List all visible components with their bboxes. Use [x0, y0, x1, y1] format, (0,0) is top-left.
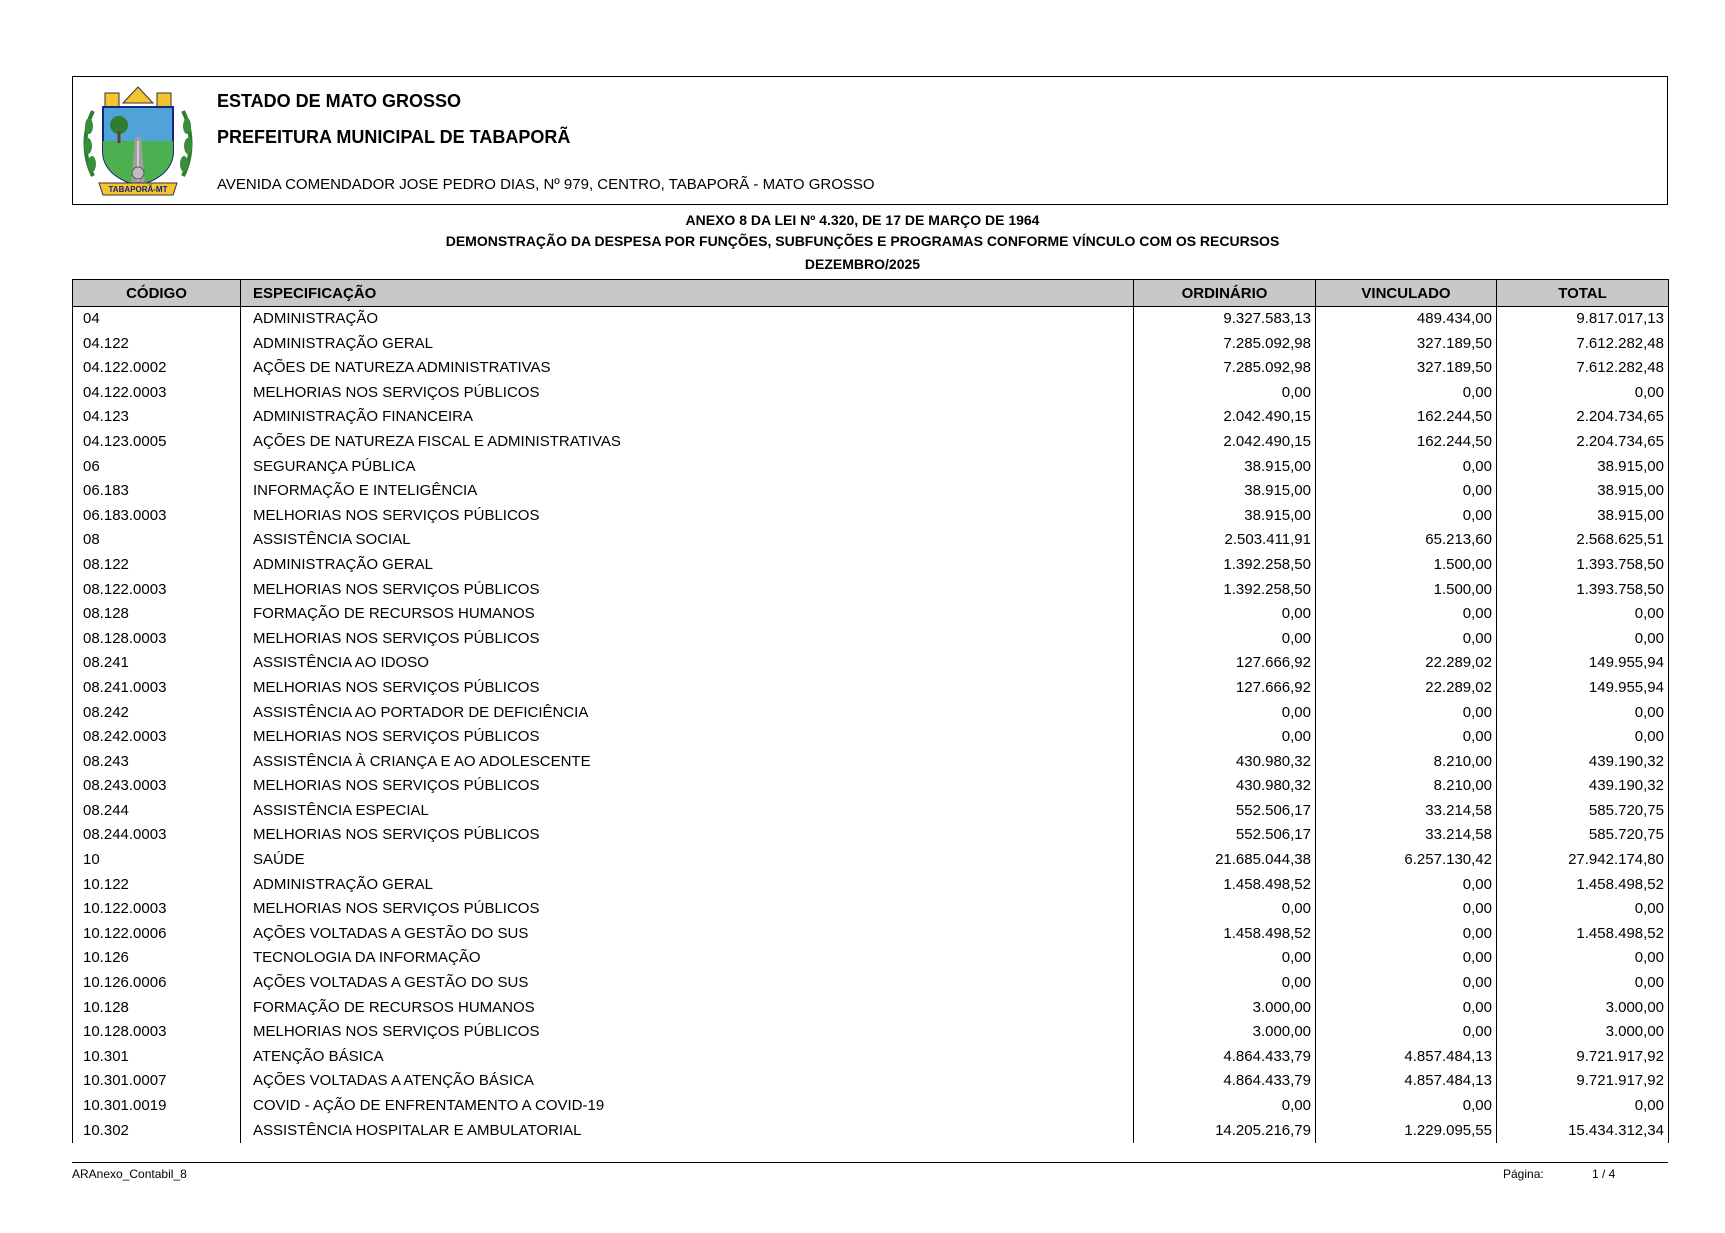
cell-especificacao: ASSISTÊNCIA SOCIAL: [241, 528, 1134, 553]
cell-codigo: 08.243.0003: [73, 774, 241, 799]
table-row: [73, 1119, 1669, 1144]
cell-total: 2.204.734,65: [1497, 430, 1669, 455]
cell-codigo: 04: [73, 307, 241, 332]
cell-codigo: 10.122: [73, 873, 241, 898]
table-row: [73, 553, 1669, 578]
cell-codigo: 10.122.0006: [73, 922, 241, 947]
cell-ordinario: 430.980,32: [1134, 750, 1316, 775]
cell-especificacao: FORMAÇÃO DE RECURSOS HUMANOS: [241, 996, 1134, 1021]
cell-ordinario: 7.285.092,98: [1134, 356, 1316, 381]
table-row: [73, 307, 1669, 332]
cell-total: 7.612.282,48: [1497, 356, 1669, 381]
cell-especificacao: AÇÕES VOLTADAS A ATENÇÃO BÁSICA: [241, 1069, 1134, 1094]
table-row: [73, 725, 1669, 750]
cell-vinculado: 162.244,50: [1316, 405, 1497, 430]
cell-vinculado: 327.189,50: [1316, 356, 1497, 381]
table-row: [73, 1045, 1669, 1070]
cell-ordinario: 127.666,92: [1134, 676, 1316, 701]
cell-vinculado: 0,00: [1316, 971, 1497, 996]
cell-total: 149.955,94: [1497, 676, 1669, 701]
table-row: [73, 651, 1669, 676]
cell-codigo: 10.128.0003: [73, 1020, 241, 1045]
cell-codigo: 10.301.0007: [73, 1069, 241, 1094]
cell-codigo: 10.122.0003: [73, 897, 241, 922]
cell-total: 0,00: [1497, 725, 1669, 750]
table-header-row: [73, 280, 1669, 307]
column-header-especificacao: ESPECIFICAÇÃO: [241, 280, 1134, 307]
cell-ordinario: 0,00: [1134, 971, 1316, 996]
cell-especificacao: AÇÕES DE NATUREZA ADMINISTRATIVAS: [241, 356, 1134, 381]
cell-vinculado: 22.289,02: [1316, 651, 1497, 676]
cell-vinculado: 0,00: [1316, 627, 1497, 652]
table-row: [73, 922, 1669, 947]
cell-ordinario: 0,00: [1134, 602, 1316, 627]
cell-ordinario: 2.042.490,15: [1134, 405, 1316, 430]
table-body: [73, 307, 1669, 1144]
cell-especificacao: ASSISTÊNCIA AO PORTADOR DE DEFICIÊNCIA: [241, 701, 1134, 726]
cell-vinculado: 33.214,58: [1316, 799, 1497, 824]
cell-ordinario: 2.503.411,91: [1134, 528, 1316, 553]
cell-vinculado: 6.257.130,42: [1316, 848, 1497, 873]
table-row: [73, 848, 1669, 873]
cell-total: 9.817.017,13: [1497, 307, 1669, 332]
cell-total: 38.915,00: [1497, 504, 1669, 529]
table-row: [73, 430, 1669, 455]
cell-codigo: 10.126: [73, 946, 241, 971]
cell-ordinario: 0,00: [1134, 897, 1316, 922]
cell-total: 9.721.917,92: [1497, 1069, 1669, 1094]
cell-ordinario: 0,00: [1134, 627, 1316, 652]
cell-especificacao: MELHORIAS NOS SERVIÇOS PÚBLICOS: [241, 504, 1134, 529]
cell-ordinario: 1.392.258,50: [1134, 578, 1316, 603]
cell-especificacao: ADMINISTRAÇÃO FINANCEIRA: [241, 405, 1134, 430]
cell-especificacao: MELHORIAS NOS SERVIÇOS PÚBLICOS: [241, 1020, 1134, 1045]
cell-codigo: 04.123: [73, 405, 241, 430]
table-row: [73, 873, 1669, 898]
cell-especificacao: ASSISTÊNCIA HOSPITALAR E AMBULATORIAL: [241, 1119, 1134, 1144]
cell-especificacao: MELHORIAS NOS SERVIÇOS PÚBLICOS: [241, 627, 1134, 652]
cell-especificacao: ADMINISTRAÇÃO GERAL: [241, 332, 1134, 357]
prefecture-name: PREFEITURA MUNICIPAL DE TABAPORÃ: [217, 127, 571, 147]
cell-codigo: 04.122: [73, 332, 241, 357]
cell-total: 27.942.174,80: [1497, 848, 1669, 873]
table-row: [73, 627, 1669, 652]
table-row: [73, 602, 1669, 627]
table-row: [73, 946, 1669, 971]
cell-codigo: 10: [73, 848, 241, 873]
cell-codigo: 08.244: [73, 799, 241, 824]
cell-especificacao: ADMINISTRAÇÃO: [241, 307, 1134, 332]
cell-especificacao: MELHORIAS NOS SERVIÇOS PÚBLICOS: [241, 381, 1134, 406]
report-title-law: ANEXO 8 DA LEI Nº 4.320, DE 17 DE MARÇO DE 1964: [685, 212, 1040, 228]
svg-text:TABAPORÃ-MT: TABAPORÃ-MT: [108, 185, 168, 194]
cell-vinculado: 0,00: [1316, 1094, 1497, 1119]
cell-vinculado: 327.189,50: [1316, 332, 1497, 357]
cell-total: 38.915,00: [1497, 479, 1669, 504]
cell-codigo: 10.126.0006: [73, 971, 241, 996]
cell-vinculado: 0,00: [1316, 504, 1497, 529]
cell-total: 0,00: [1497, 602, 1669, 627]
table-row: [73, 701, 1669, 726]
cell-vinculado: 0,00: [1316, 381, 1497, 406]
table-row: [73, 479, 1669, 504]
table-row: [73, 1020, 1669, 1045]
cell-especificacao: MELHORIAS NOS SERVIÇOS PÚBLICOS: [241, 823, 1134, 848]
table-row: [73, 455, 1669, 480]
table-row: [73, 799, 1669, 824]
cell-codigo: 06.183.0003: [73, 504, 241, 529]
cell-codigo: 08.241: [73, 651, 241, 676]
cell-ordinario: 0,00: [1134, 1094, 1316, 1119]
cell-vinculado: 4.857.484,13: [1316, 1045, 1497, 1070]
cell-vinculado: 8.210,00: [1316, 774, 1497, 799]
cell-codigo: 08.241.0003: [73, 676, 241, 701]
cell-especificacao: COVID - AÇÃO DE ENFRENTAMENTO A COVID-19: [241, 1094, 1134, 1119]
cell-ordinario: 552.506,17: [1134, 799, 1316, 824]
cell-ordinario: 1.458.498,52: [1134, 873, 1316, 898]
cell-especificacao: AÇÕES VOLTADAS A GESTÃO DO SUS: [241, 922, 1134, 947]
table-row: [73, 823, 1669, 848]
cell-ordinario: 0,00: [1134, 381, 1316, 406]
table-row: [73, 971, 1669, 996]
cell-total: 1.393.758,50: [1497, 578, 1669, 603]
cell-codigo: 08.242.0003: [73, 725, 241, 750]
cell-vinculado: 8.210,00: [1316, 750, 1497, 775]
cell-codigo: 10.301.0019: [73, 1094, 241, 1119]
cell-total: 3.000,00: [1497, 1020, 1669, 1045]
cell-total: 1.458.498,52: [1497, 922, 1669, 947]
table-row: [73, 1069, 1669, 1094]
cell-vinculado: 0,00: [1316, 873, 1497, 898]
footer-divider: [72, 1162, 1668, 1163]
cell-codigo: 08.244.0003: [73, 823, 241, 848]
cell-ordinario: 552.506,17: [1134, 823, 1316, 848]
cell-total: 0,00: [1497, 971, 1669, 996]
page-label: Página:: [1503, 1167, 1544, 1181]
municipal-crest-icon: [79, 81, 197, 199]
table-row: [73, 676, 1669, 701]
cell-codigo: 10.301: [73, 1045, 241, 1070]
cell-vinculado: 22.289,02: [1316, 676, 1497, 701]
cell-vinculado: 489.434,00: [1316, 307, 1497, 332]
column-header-vinculado: VINCULADO: [1316, 280, 1497, 307]
report-identifier: ARAnexo_Contabil_8: [72, 1167, 187, 1181]
cell-total: 7.612.282,48: [1497, 332, 1669, 357]
cell-ordinario: 430.980,32: [1134, 774, 1316, 799]
cell-vinculado: 0,00: [1316, 1020, 1497, 1045]
cell-vinculado: 65.213,60: [1316, 528, 1497, 553]
cell-ordinario: 7.285.092,98: [1134, 332, 1316, 357]
table-row: [73, 504, 1669, 529]
cell-ordinario: 38.915,00: [1134, 479, 1316, 504]
cell-codigo: 08.122.0003: [73, 578, 241, 603]
table-row: [73, 381, 1669, 406]
cell-vinculado: 0,00: [1316, 922, 1497, 947]
cell-codigo: 08.243: [73, 750, 241, 775]
cell-ordinario: 127.666,92: [1134, 651, 1316, 676]
cell-especificacao: MELHORIAS NOS SERVIÇOS PÚBLICOS: [241, 774, 1134, 799]
cell-total: 9.721.917,92: [1497, 1045, 1669, 1070]
cell-vinculado: 0,00: [1316, 996, 1497, 1021]
cell-codigo: 04.123.0005: [73, 430, 241, 455]
cell-total: 0,00: [1497, 946, 1669, 971]
cell-especificacao: ATENÇÃO BÁSICA: [241, 1045, 1134, 1070]
cell-ordinario: 9.327.583,13: [1134, 307, 1316, 332]
table-row: [73, 774, 1669, 799]
cell-total: 585.720,75: [1497, 799, 1669, 824]
table-row: [73, 332, 1669, 357]
cell-total: 0,00: [1497, 701, 1669, 726]
prefecture-address: AVENIDA COMENDADOR JOSE PEDRO DIAS, Nº 979, CENTRO, TABAPORÃ - MATO GROSSO: [217, 176, 875, 193]
cell-total: 0,00: [1497, 1094, 1669, 1119]
cell-ordinario: 0,00: [1134, 725, 1316, 750]
table-row: [73, 356, 1669, 381]
cell-ordinario: 38.915,00: [1134, 504, 1316, 529]
cell-especificacao: MELHORIAS NOS SERVIÇOS PÚBLICOS: [241, 676, 1134, 701]
cell-especificacao: MELHORIAS NOS SERVIÇOS PÚBLICOS: [241, 578, 1134, 603]
cell-total: 0,00: [1497, 627, 1669, 652]
cell-vinculado: 0,00: [1316, 701, 1497, 726]
cell-vinculado: 33.214,58: [1316, 823, 1497, 848]
cell-codigo: 08: [73, 528, 241, 553]
table-row: [73, 405, 1669, 430]
column-header-total: TOTAL: [1497, 280, 1669, 307]
cell-codigo: 10.128: [73, 996, 241, 1021]
cell-ordinario: 38.915,00: [1134, 455, 1316, 480]
cell-ordinario: 0,00: [1134, 701, 1316, 726]
cell-total: 1.458.498,52: [1497, 873, 1669, 898]
cell-total: 439.190,32: [1497, 774, 1669, 799]
cell-codigo: 08.242: [73, 701, 241, 726]
cell-ordinario: 2.042.490,15: [1134, 430, 1316, 455]
cell-ordinario: 4.864.433,79: [1134, 1069, 1316, 1094]
cell-total: 149.955,94: [1497, 651, 1669, 676]
cell-especificacao: FORMAÇÃO DE RECURSOS HUMANOS: [241, 602, 1134, 627]
state-name: ESTADO DE MATO GROSSO: [217, 91, 462, 111]
cell-vinculado: 0,00: [1316, 897, 1497, 922]
cell-especificacao: SEGURANÇA PÚBLICA: [241, 455, 1134, 480]
cell-vinculado: 0,00: [1316, 455, 1497, 480]
expense-table: [72, 279, 1669, 1143]
cell-especificacao: AÇÕES DE NATUREZA FISCAL E ADMINISTRATIVAS: [241, 430, 1134, 455]
page-number: 1 / 4: [1592, 1167, 1616, 1181]
cell-total: 3.000,00: [1497, 996, 1669, 1021]
cell-vinculado: 1.500,00: [1316, 553, 1497, 578]
cell-vinculado: 0,00: [1316, 946, 1497, 971]
cell-vinculado: 4.857.484,13: [1316, 1069, 1497, 1094]
cell-especificacao: ADMINISTRAÇÃO GERAL: [241, 553, 1134, 578]
cell-especificacao: ADMINISTRAÇÃO GERAL: [241, 873, 1134, 898]
cell-ordinario: 4.864.433,79: [1134, 1045, 1316, 1070]
cell-especificacao: MELHORIAS NOS SERVIÇOS PÚBLICOS: [241, 725, 1134, 750]
cell-total: 2.204.734,65: [1497, 405, 1669, 430]
cell-ordinario: 1.458.498,52: [1134, 922, 1316, 947]
document-header: [72, 76, 1668, 205]
cell-ordinario: 1.392.258,50: [1134, 553, 1316, 578]
cell-total: 439.190,32: [1497, 750, 1669, 775]
column-header-codigo: CÓDIGO: [73, 280, 241, 307]
cell-ordinario: 3.000,00: [1134, 996, 1316, 1021]
cell-vinculado: 1.229.095,55: [1316, 1119, 1497, 1144]
cell-especificacao: ASSISTÊNCIA ESPECIAL: [241, 799, 1134, 824]
cell-total: 15.434.312,34: [1497, 1119, 1669, 1144]
cell-codigo: 08.128: [73, 602, 241, 627]
cell-ordinario: 14.205.216,79: [1134, 1119, 1316, 1144]
cell-codigo: 06.183: [73, 479, 241, 504]
cell-especificacao: TECNOLOGIA DA INFORMAÇÃO: [241, 946, 1134, 971]
cell-ordinario: 21.685.044,38: [1134, 848, 1316, 873]
cell-vinculado: 0,00: [1316, 602, 1497, 627]
cell-vinculado: 162.244,50: [1316, 430, 1497, 455]
table-row: [73, 750, 1669, 775]
cell-especificacao: ASSISTÊNCIA AO IDOSO: [241, 651, 1134, 676]
cell-vinculado: 1.500,00: [1316, 578, 1497, 603]
cell-total: 585.720,75: [1497, 823, 1669, 848]
report-period: DEZEMBRO/2025: [804, 256, 921, 272]
table-row: [73, 1094, 1669, 1119]
cell-ordinario: 3.000,00: [1134, 1020, 1316, 1045]
report-title-description: DEMONSTRAÇÃO DA DESPESA POR FUNÇÕES, SUBFUNÇÕES E PROGRAMAS CONFORME VÍNCULO COM OS RECURSOS: [445, 233, 1280, 249]
table-row: [73, 528, 1669, 553]
cell-total: 0,00: [1497, 897, 1669, 922]
cell-vinculado: 0,00: [1316, 479, 1497, 504]
cell-codigo: 04.122.0002: [73, 356, 241, 381]
cell-ordinario: 0,00: [1134, 946, 1316, 971]
cell-codigo: 10.302: [73, 1119, 241, 1144]
cell-total: 38.915,00: [1497, 455, 1669, 480]
cell-especificacao: MELHORIAS NOS SERVIÇOS PÚBLICOS: [241, 897, 1134, 922]
cell-codigo: 08.122: [73, 553, 241, 578]
table-row: [73, 578, 1669, 603]
table-row: [73, 897, 1669, 922]
table-row: [73, 996, 1669, 1021]
cell-especificacao: INFORMAÇÃO E INTELIGÊNCIA: [241, 479, 1134, 504]
cell-total: 1.393.758,50: [1497, 553, 1669, 578]
cell-vinculado: 0,00: [1316, 725, 1497, 750]
cell-total: 0,00: [1497, 381, 1669, 406]
cell-codigo: 08.128.0003: [73, 627, 241, 652]
cell-codigo: 04.122.0003: [73, 381, 241, 406]
column-header-ordinario: ORDINÁRIO: [1134, 280, 1316, 307]
cell-total: 2.568.625,51: [1497, 528, 1669, 553]
cell-especificacao: ASSISTÊNCIA À CRIANÇA E AO ADOLESCENTE: [241, 750, 1134, 775]
cell-especificacao: AÇÕES VOLTADAS A GESTÃO DO SUS: [241, 971, 1134, 996]
cell-especificacao: SAÚDE: [241, 848, 1134, 873]
cell-codigo: 06: [73, 455, 241, 480]
